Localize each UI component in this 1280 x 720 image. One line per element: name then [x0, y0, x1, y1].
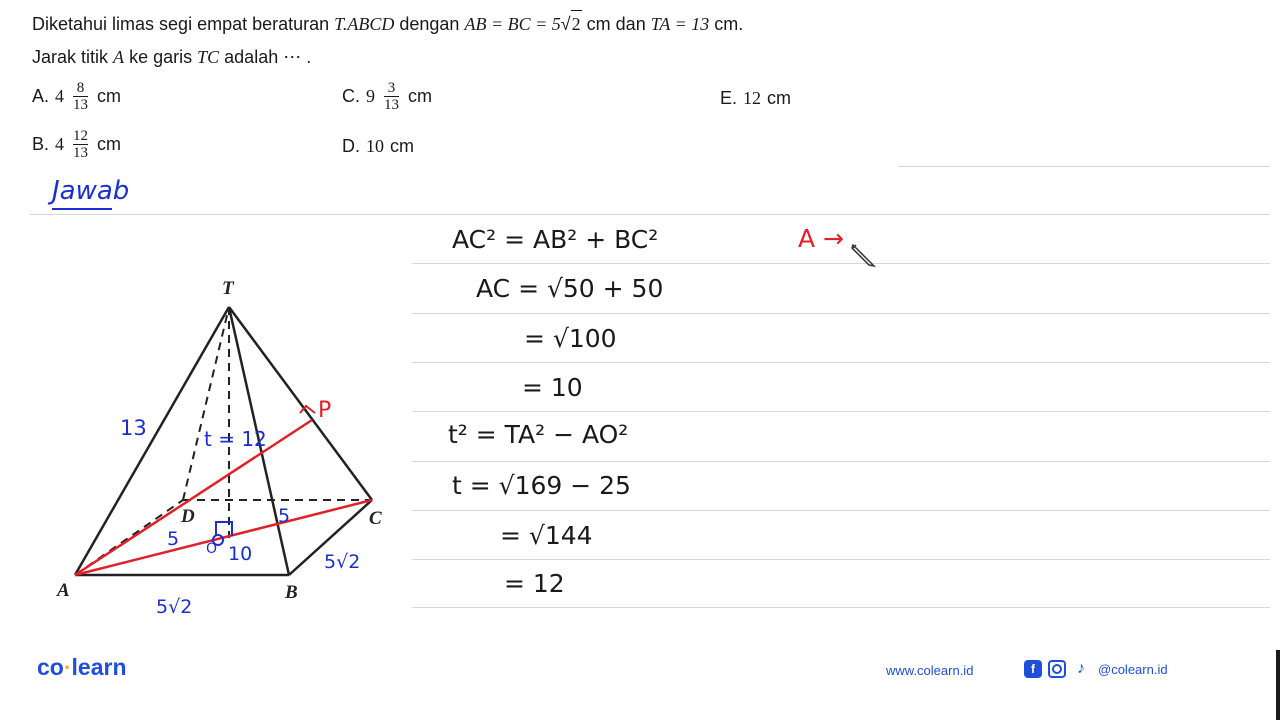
option-b[interactable]: [32, 128, 121, 161]
numerator: 3: [387, 80, 396, 96]
work-line: t² = TA² − AO²: [448, 420, 629, 449]
label-height: t = 12: [204, 427, 267, 451]
problem-text: adalah ⋯ .: [224, 47, 312, 67]
label-oc: 5: [278, 505, 291, 527]
vertex-d: D: [181, 506, 195, 527]
line-name: TC: [197, 47, 220, 67]
label-do: 5: [167, 528, 180, 550]
option-whole: 9: [366, 86, 375, 106]
pyramid-diagram: [0, 260, 420, 620]
problem-text: Diketahui limas segi empat beraturan: [32, 14, 330, 34]
logo-dot: ·: [63, 654, 72, 680]
work-line: = √144: [500, 521, 593, 550]
point-p-label: P: [318, 398, 332, 423]
vertex-a: A: [57, 580, 70, 601]
logo-part: co: [37, 654, 64, 680]
option-e[interactable]: [720, 88, 791, 109]
option-whole: 4: [55, 134, 65, 154]
denominator: 13: [73, 97, 89, 113]
colearn-logo[interactable]: [37, 654, 127, 681]
numerator: 12: [73, 128, 89, 144]
option-fraction: [73, 80, 88, 113]
ruled-line: [412, 510, 1270, 511]
option-c[interactable]: [342, 80, 432, 113]
unit-cm: cm: [586, 14, 611, 34]
work-line: = 12: [504, 569, 565, 598]
pencil-cursor-icon: [850, 242, 876, 268]
vertex-c: C: [369, 508, 382, 529]
edge-bar: [1276, 650, 1280, 720]
ruled-line: [412, 263, 1270, 264]
ruled-line: [412, 411, 1270, 412]
ruled-line: [412, 313, 1270, 314]
answer-underline: [52, 208, 112, 210]
vertex-b: B: [285, 582, 298, 603]
option-d[interactable]: [342, 136, 414, 157]
unit-cm: cm.: [714, 14, 744, 34]
logo-part: learn: [71, 654, 127, 680]
option-a[interactable]: [32, 80, 121, 113]
option-unit: cm: [408, 86, 432, 106]
equation-ta: TA = 13: [650, 14, 710, 34]
work-line: AC² = AB² + BC²: [452, 225, 659, 254]
social-handle[interactable]: @colearn.id: [1098, 661, 1168, 677]
equation-ab-bc: AB = BC = 5: [464, 14, 561, 34]
denominator: 13: [73, 145, 89, 161]
option-unit: cm: [97, 134, 122, 154]
option-value: 12: [743, 88, 762, 108]
problem-statement: [32, 10, 743, 70]
label-ta: 13: [120, 416, 147, 440]
sqrt-symbol: √: [560, 14, 571, 34]
denominator: 13: [384, 97, 399, 113]
point-name: A: [113, 47, 125, 67]
problem-line-1: [32, 10, 743, 37]
work-line: AC = √50 + 50: [476, 274, 664, 303]
option-unit: cm: [390, 136, 414, 156]
option-whole: 4: [55, 86, 65, 106]
ruled-line: [412, 559, 1270, 560]
label-ab: 5√2: [156, 596, 193, 618]
instagram-icon[interactable]: [1048, 660, 1066, 678]
work-line: t = √169 − 25: [452, 471, 631, 500]
ruled-line: [898, 166, 1270, 167]
ruled-line: [30, 214, 1270, 215]
numerator: 8: [76, 80, 85, 96]
social-links: [1024, 660, 1168, 678]
ruled-line: [412, 362, 1270, 363]
label-ao: 10: [228, 543, 253, 565]
problem-text: dan: [615, 14, 646, 34]
tiktok-icon[interactable]: ♪: [1072, 660, 1090, 678]
facebook-icon[interactable]: f: [1024, 660, 1042, 678]
option-letter: C.: [342, 86, 360, 106]
ruled-line: [412, 461, 1270, 462]
ruled-line: [412, 607, 1270, 608]
problem-text: ke garis: [129, 47, 193, 67]
option-letter: D.: [342, 136, 360, 156]
sqrt-arg: 2: [571, 10, 582, 37]
pyramid-name: T.ABCD: [334, 14, 395, 34]
point-o-label: O: [206, 541, 218, 557]
option-value: 10: [366, 136, 384, 156]
answer-heading: Jawab: [52, 176, 130, 206]
option-unit: cm: [97, 86, 122, 106]
side-note: A →: [798, 224, 844, 253]
option-fraction: [384, 80, 399, 113]
option-unit: cm: [767, 88, 792, 108]
work-line: = 10: [522, 373, 583, 402]
option-letter: A.: [32, 86, 50, 106]
problem-text: Jarak titik: [32, 47, 109, 67]
problem-line-2: [32, 44, 743, 70]
problem-text: dengan: [399, 14, 460, 34]
vertex-t: T: [222, 278, 234, 299]
option-letter: E.: [720, 88, 738, 108]
option-letter: B.: [32, 134, 50, 154]
website-link[interactable]: www.colearn.id: [886, 663, 974, 678]
option-fraction: [73, 128, 88, 161]
work-line: = √100: [524, 324, 617, 353]
label-bc: 5√2: [324, 551, 361, 573]
